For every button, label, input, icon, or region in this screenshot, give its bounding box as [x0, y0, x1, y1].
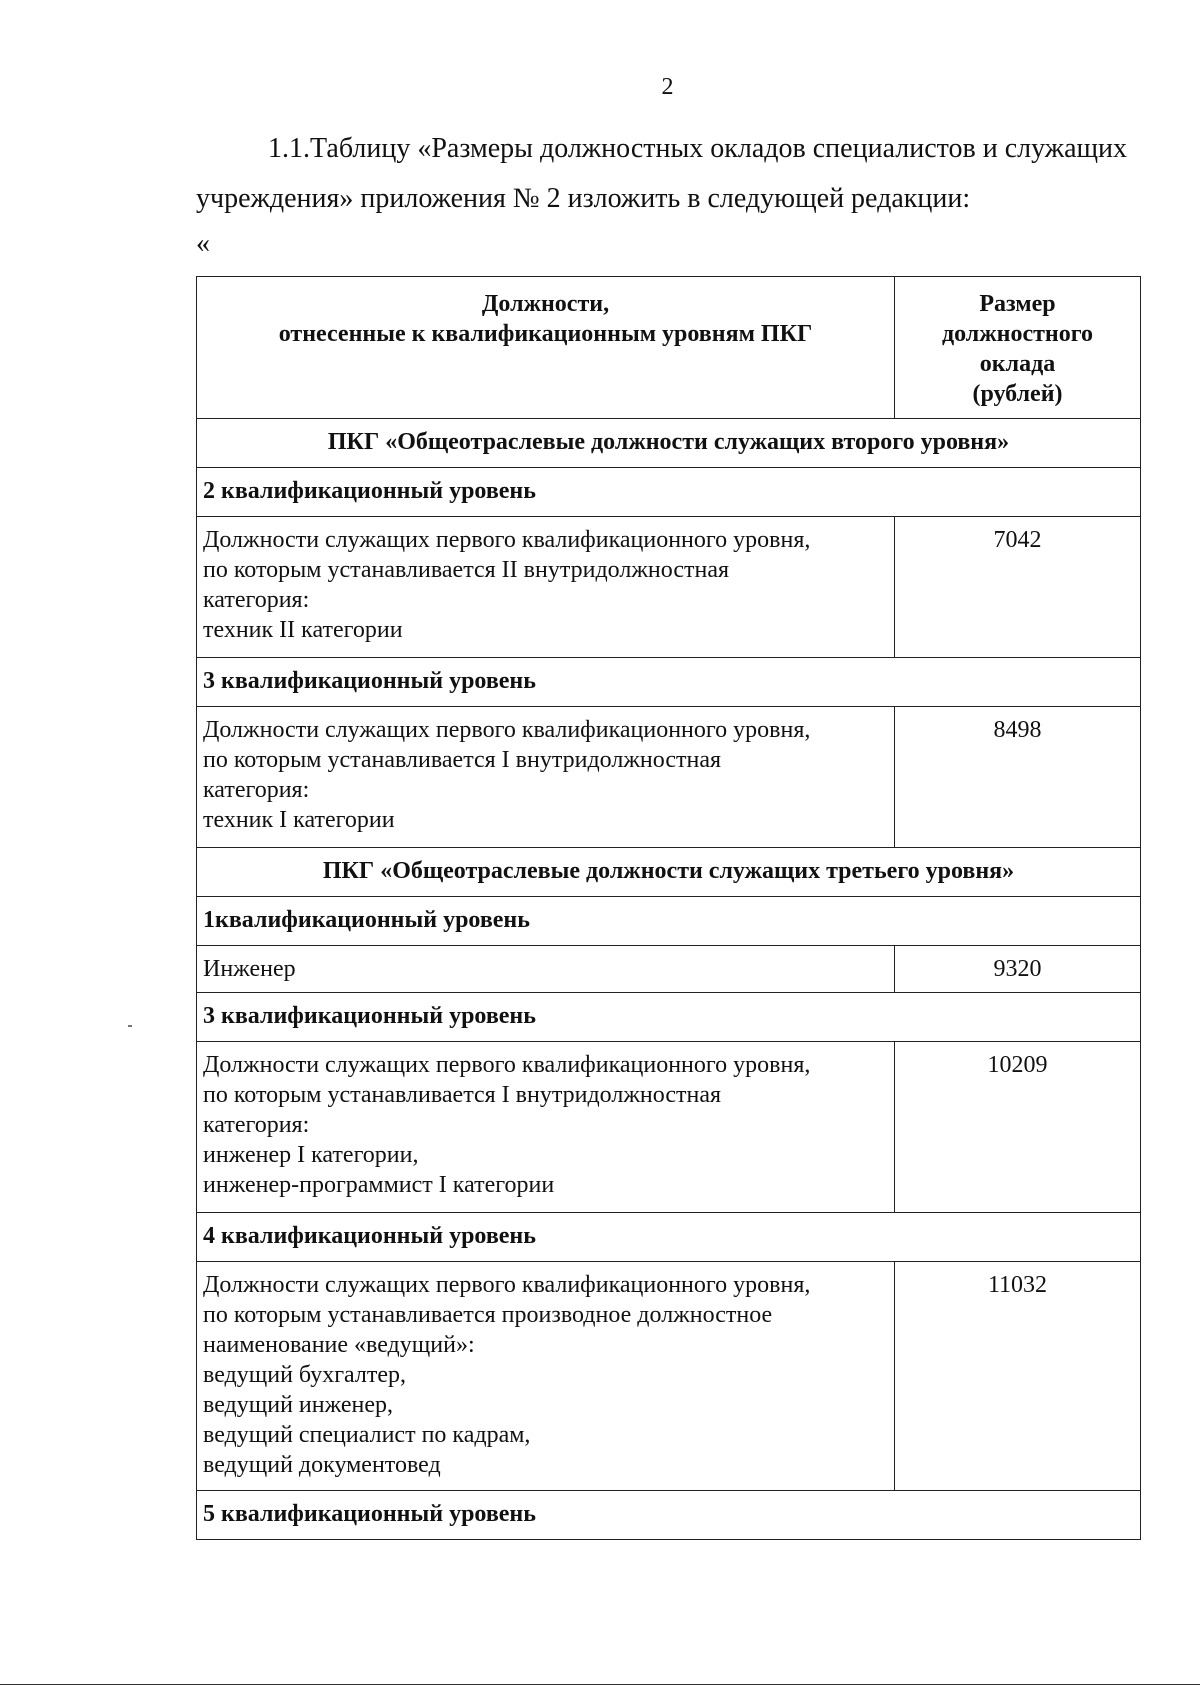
level-row — [197, 468, 1141, 517]
group-title: ПКГ «Общеотраслевые должности служащих третьего уровня» — [197, 848, 1141, 897]
position-cell: Инженер — [197, 946, 895, 993]
opening-quote-mark: « — [196, 228, 210, 259]
header-salary: Размер должностного оклада (рублей) — [895, 277, 1141, 419]
header-positions: Должности, отнесенные к квалификационным уровням ПКГ — [197, 277, 895, 419]
page-number: 2 — [661, 74, 674, 100]
level-title: 2 квалификационный уровень — [197, 468, 1141, 517]
salary-table — [196, 276, 1141, 1540]
level-title: 1квалификационный уровень — [197, 897, 1141, 946]
table-row — [197, 1042, 1141, 1213]
level-row — [197, 897, 1141, 946]
table-row — [197, 707, 1141, 848]
salary-cell: 11032 — [895, 1262, 1141, 1491]
position-cell: Должности служащих первого квалификационного уровня, по которым устанавливается I внутридолжностная категория: техник I категории — [197, 707, 895, 848]
level-title: 3 квалификационный уровень — [197, 658, 1141, 707]
position-cell: Должности служащих первого квалификационного уровня, по которым устанавливается II внутридолжностная категория: техник II категории — [197, 517, 895, 658]
page-bottom-rule — [0, 1684, 1200, 1685]
salary-cell: 9320 — [895, 946, 1141, 993]
level-title: 3 квалификационный уровень — [197, 993, 1141, 1042]
level-row — [197, 993, 1141, 1042]
intro-paragraph: 1.1.Таблицу «Размеры должностных окладов специалистов и служащих учреждения» приложения № 2 изложить в следующей редакции: — [196, 133, 1128, 214]
table-row — [197, 1262, 1141, 1491]
salary-cell: 10209 — [895, 1042, 1141, 1213]
level-title: 5 квалификационный уровень — [197, 1491, 1141, 1540]
table-row — [197, 517, 1141, 658]
level-row — [197, 1491, 1141, 1540]
level-row — [197, 658, 1141, 707]
level-row — [197, 1213, 1141, 1262]
group-row — [197, 848, 1141, 897]
table-header-row — [197, 277, 1141, 419]
salary-cell: 7042 — [895, 517, 1141, 658]
scan-margin-mark — [128, 1025, 132, 1027]
level-title: 4 квалификационный уровень — [197, 1213, 1141, 1262]
group-title: ПКГ «Общеотраслевые должности служащих второго уровня» — [197, 419, 1141, 468]
table-row — [197, 946, 1141, 993]
position-cell: Должности служащих первого квалификационного уровня, по которым устанавливается производное должностное наименование «ведущий»: ведущий бухгалтер, ведущий инженер, ведущий специалист по кадрам, ведущий документовед — [197, 1262, 895, 1491]
position-cell: Должности служащих первого квалификационного уровня, по которым устанавливается I внутридолжностная категория: инженер I категории, инженер-программист I категории — [197, 1042, 895, 1213]
group-row — [197, 419, 1141, 468]
salary-cell: 8498 — [895, 707, 1141, 848]
